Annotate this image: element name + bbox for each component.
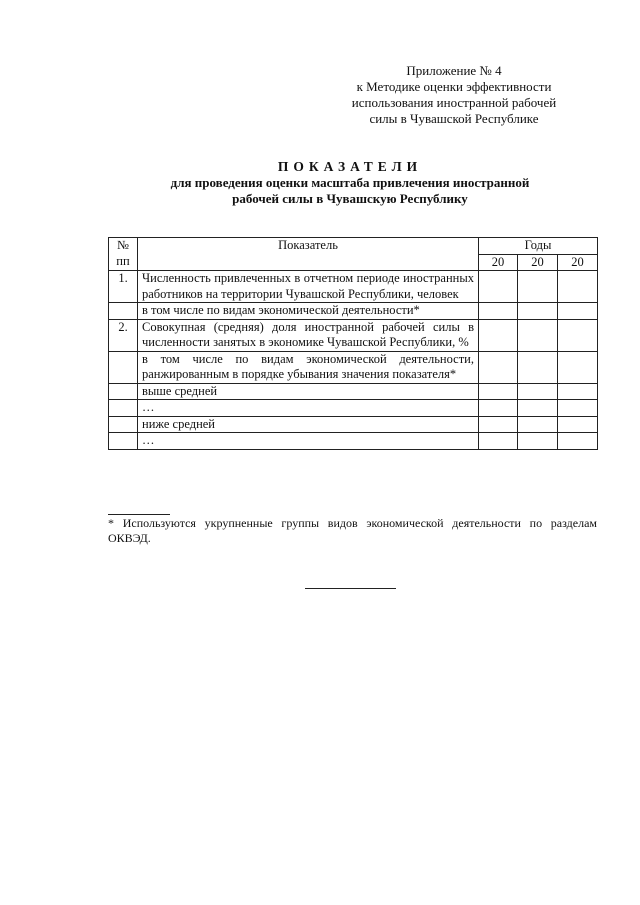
column-header-year: 20 xyxy=(479,254,518,271)
row-number: 2. xyxy=(109,319,138,351)
year-value-cell xyxy=(479,319,518,351)
year-value-cell xyxy=(558,271,598,303)
year-value-cell xyxy=(518,319,558,351)
column-header-year: 20 xyxy=(518,254,558,271)
appendix-line: Приложение № 4 xyxy=(406,63,502,78)
year-value-cell xyxy=(479,416,518,433)
table-row xyxy=(109,351,598,383)
table-row xyxy=(109,383,598,400)
row-number xyxy=(109,383,138,400)
row-indicator: … xyxy=(138,400,479,417)
year-value-cell xyxy=(518,416,558,433)
document-heading xyxy=(100,158,600,207)
year-value-cell xyxy=(558,383,598,400)
year-value-cell xyxy=(479,351,518,383)
row-indicator: выше средней xyxy=(138,383,479,400)
row-number xyxy=(109,351,138,383)
indicators-table xyxy=(108,237,598,450)
table-row xyxy=(109,416,598,433)
year-value-cell xyxy=(558,319,598,351)
year-value-cell xyxy=(479,271,518,303)
document-title: ПОКАЗАТЕЛИ xyxy=(277,159,423,174)
year-value-cell xyxy=(518,433,558,450)
row-number xyxy=(109,433,138,450)
year-value-cell xyxy=(558,416,598,433)
footnote-divider xyxy=(108,514,170,515)
column-header-indicator: Показатель xyxy=(138,238,479,271)
year-value-cell xyxy=(558,351,598,383)
column-header-number: № пп xyxy=(109,238,138,271)
table-header-row xyxy=(109,238,598,255)
table-row xyxy=(109,319,598,351)
year-value-cell xyxy=(558,400,598,417)
year-value-cell xyxy=(558,303,598,320)
column-header-year: 20 xyxy=(558,254,598,271)
row-indicator: Численность привлеченных в отчетном периоде иностранных работников на территории Чувашской Республики, человек xyxy=(138,271,479,303)
row-number xyxy=(109,416,138,433)
appendix-header xyxy=(324,63,584,127)
year-value-cell xyxy=(518,351,558,383)
row-indicator: … xyxy=(138,433,479,450)
year-value-cell xyxy=(518,383,558,400)
subtitle-line: для проведения оценки масштаба привлечения иностранной xyxy=(170,175,530,190)
end-divider xyxy=(305,588,396,589)
year-value-cell xyxy=(518,271,558,303)
row-number xyxy=(109,303,138,320)
footnote: * Используются укрупненные группы видов экономической деятельности по разделам ОКВЭД. xyxy=(108,516,597,545)
document-subtitle xyxy=(100,175,600,207)
appendix-line: к Методике оценки эффективности xyxy=(356,79,552,94)
table-row xyxy=(109,400,598,417)
row-number: 1. xyxy=(109,271,138,303)
year-value-cell xyxy=(518,400,558,417)
appendix-line: использования иностранной рабочей xyxy=(351,95,557,110)
appendix-line: силы в Чувашской Республике xyxy=(369,111,539,126)
year-value-cell xyxy=(479,383,518,400)
year-value-cell xyxy=(479,400,518,417)
year-value-cell xyxy=(558,433,598,450)
row-number xyxy=(109,400,138,417)
row-indicator: в том числе по видам экономической деятельности* xyxy=(138,303,479,320)
table-row xyxy=(109,303,598,320)
table-row xyxy=(109,433,598,450)
year-value-cell xyxy=(518,303,558,320)
column-header-years: Годы xyxy=(479,238,598,255)
year-value-cell xyxy=(479,303,518,320)
row-indicator: Совокупная (средняя) доля иностранной рабочей силы в численности занятых в экономике Чувашской Республики, % xyxy=(138,319,479,351)
table-row xyxy=(109,271,598,303)
year-value-cell xyxy=(479,433,518,450)
subtitle-line: рабочей силы в Чувашскую Республику xyxy=(232,191,468,206)
row-indicator: в том числе по видам экономической деятельности, ранжированным в порядке убывания значения показателя* xyxy=(138,351,479,383)
row-indicator: ниже средней xyxy=(138,416,479,433)
